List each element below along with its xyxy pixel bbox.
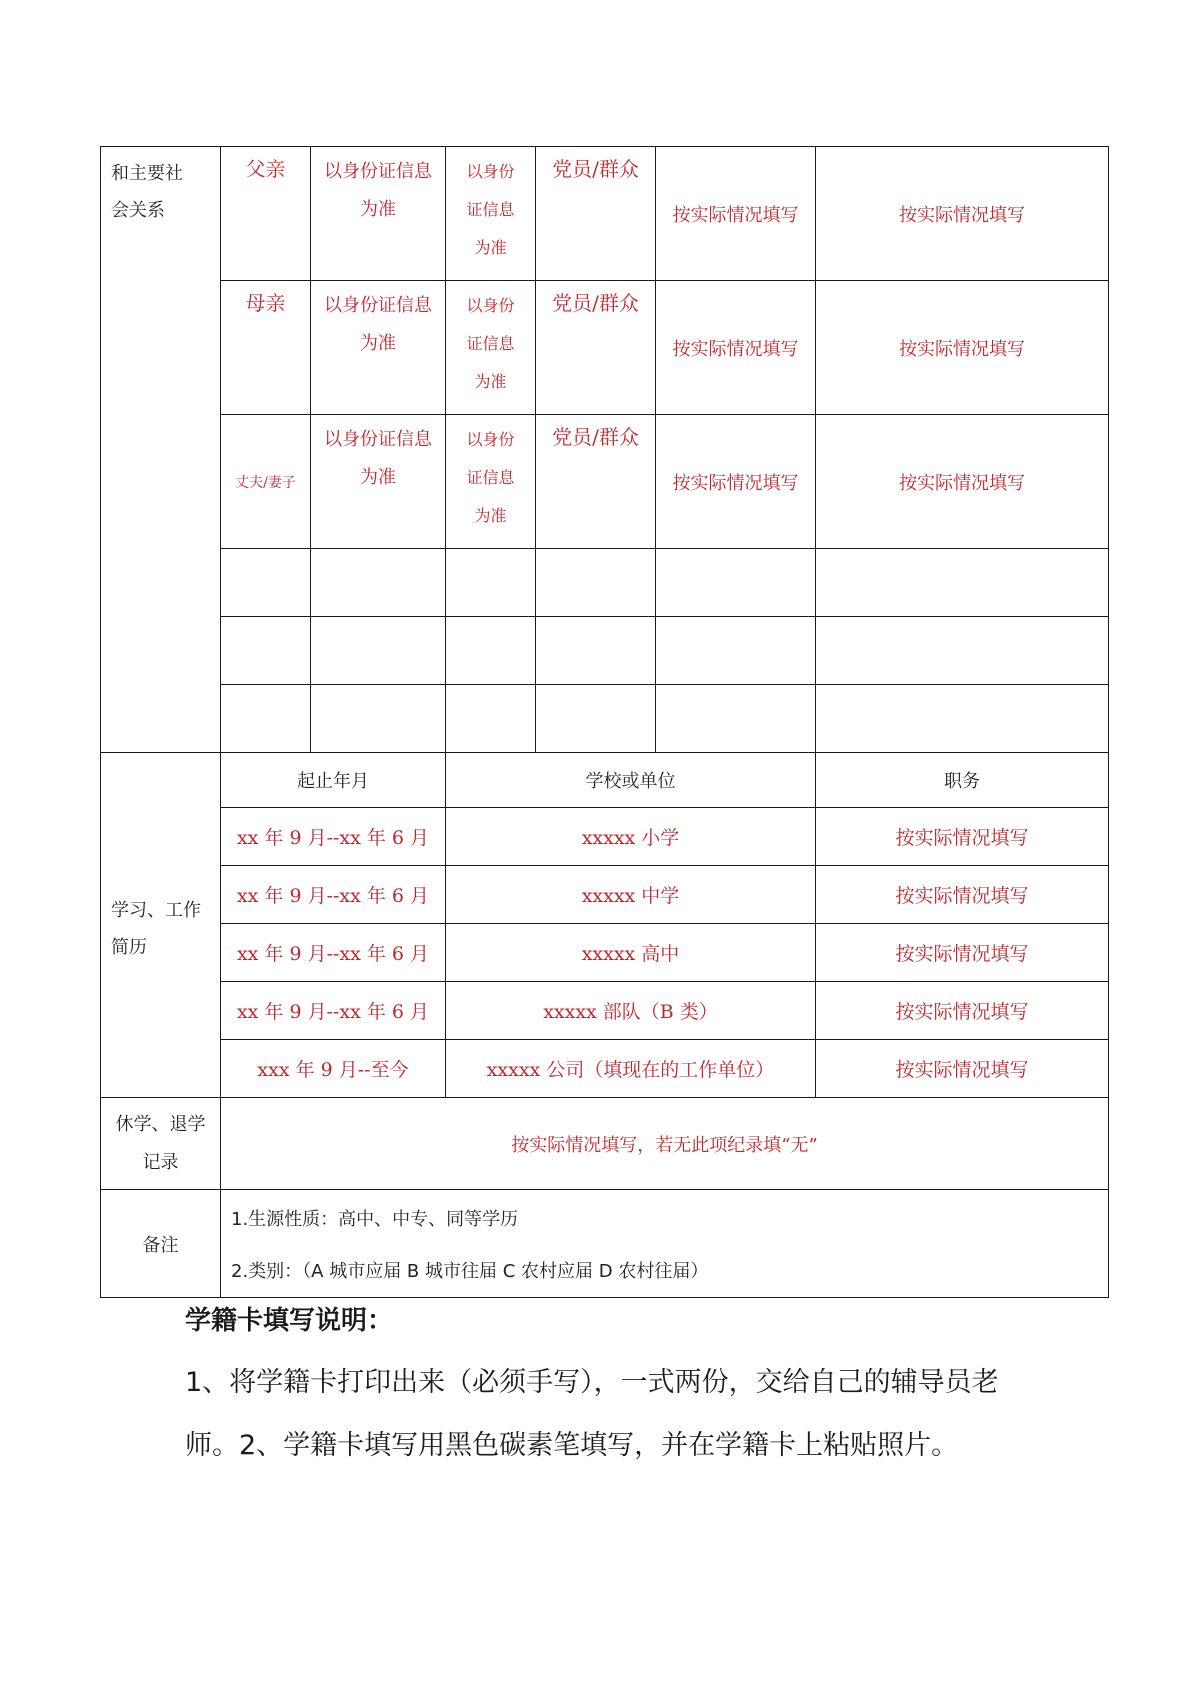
remarks-line-2: 2.类别：（A 城市应届 B 城市往届 C 农村应届 D 农村往届）	[231, 1260, 709, 1282]
workplace-cell: 按实际情况填写	[656, 415, 816, 549]
name-cell: 以身份证信息为准	[311, 415, 446, 549]
empty-cell	[816, 617, 1109, 685]
empty-cell	[446, 617, 536, 685]
instructions-body: 1、将学籍卡打印出来（必须手写），一式两份，交给自己的辅导员老师。2、学籍卡填写用黑色碳素笔填写，并在学籍卡上粘贴照片。	[185, 1367, 999, 1461]
name-cell: 以身份证信息为准	[311, 281, 446, 415]
remarks-content	[221, 1190, 1109, 1298]
political-cell: 党员/群众	[536, 147, 656, 281]
remarks-label: 备注	[101, 1190, 221, 1298]
position-cell: 按实际情况填写	[816, 982, 1109, 1040]
relation-cell: 丈夫/妻子	[221, 415, 311, 549]
relation-row-empty	[101, 617, 1109, 685]
relations-section-label: 和主要社 会关系	[101, 147, 221, 753]
position-cell: 按实际情况填写	[816, 808, 1109, 866]
resume-header-school: 学校或单位	[446, 753, 816, 808]
resume-section-label: 学习、工作 简历	[101, 753, 221, 1098]
resume-row	[101, 924, 1109, 982]
resume-row	[101, 808, 1109, 866]
relation-cell: 母亲	[221, 281, 311, 415]
position-cell: 按实际情况填写	[816, 1040, 1109, 1098]
resume-header-period: 起止年月	[221, 753, 446, 808]
empty-cell	[536, 549, 656, 617]
relation-row-empty	[101, 549, 1109, 617]
empty-cell	[536, 685, 656, 753]
name-cell: 以身份证信息为准	[311, 147, 446, 281]
empty-cell	[536, 617, 656, 685]
birth-cell: 以身份 证信息 为准	[446, 415, 536, 549]
suspension-label: 休学、退学 记录	[101, 1098, 221, 1190]
address-cell: 按实际情况填写	[816, 147, 1109, 281]
empty-cell	[311, 549, 446, 617]
relation-row-empty	[101, 685, 1109, 753]
empty-cell	[816, 549, 1109, 617]
period-cell: xx 年 9 月--xx 年 6 月	[221, 924, 446, 982]
period-cell: xx 年 9 月--xx 年 6 月	[221, 866, 446, 924]
empty-cell	[656, 617, 816, 685]
resume-header-position: 职务	[816, 753, 1109, 808]
position-cell: 按实际情况填写	[816, 866, 1109, 924]
school-cell: xxxxx 公司（填现在的工作单位）	[446, 1040, 816, 1098]
period-cell: xx 年 9 月--xx 年 6 月	[221, 808, 446, 866]
birth-cell: 以身份 证信息 为准	[446, 147, 536, 281]
school-cell: xxxxx 高中	[446, 924, 816, 982]
workplace-cell: 按实际情况填写	[656, 281, 816, 415]
relation-row-mother	[101, 281, 1109, 415]
empty-cell	[816, 685, 1109, 753]
relation-row-spouse	[101, 415, 1109, 549]
workplace-cell: 按实际情况填写	[656, 147, 816, 281]
instructions-title: 学籍卡填写说明：	[185, 1306, 394, 1336]
student-record-table	[100, 146, 1109, 1298]
relation-cell: 父亲	[221, 147, 311, 281]
remarks-line-1: 1.生源性质：高中、中专、同等学历	[231, 1208, 519, 1230]
relation-row-father	[101, 147, 1109, 281]
empty-cell	[446, 549, 536, 617]
political-cell: 党员/群众	[536, 415, 656, 549]
empty-cell	[221, 685, 311, 753]
empty-cell	[656, 685, 816, 753]
empty-cell	[221, 617, 311, 685]
period-cell: xxx 年 9 月--至今	[221, 1040, 446, 1098]
suspension-row	[101, 1098, 1109, 1190]
school-cell: xxxxx 部队（B 类）	[446, 982, 816, 1040]
empty-cell	[311, 685, 446, 753]
resume-row	[101, 982, 1109, 1040]
resume-row	[101, 1040, 1109, 1098]
empty-cell	[656, 549, 816, 617]
period-cell: xx 年 9 月--xx 年 6 月	[221, 982, 446, 1040]
resume-header-row	[101, 753, 1109, 808]
school-cell: xxxxx 中学	[446, 866, 816, 924]
position-cell: 按实际情况填写	[816, 924, 1109, 982]
address-cell: 按实际情况填写	[816, 415, 1109, 549]
empty-cell	[446, 685, 536, 753]
empty-cell	[311, 617, 446, 685]
empty-cell	[221, 549, 311, 617]
school-cell: xxxxx 小学	[446, 808, 816, 866]
address-cell: 按实际情况填写	[816, 281, 1109, 415]
political-cell: 党员/群众	[536, 281, 656, 415]
resume-row	[101, 866, 1109, 924]
birth-cell: 以身份 证信息 为准	[446, 281, 536, 415]
suspension-value: 按实际情况填写，若无此项纪录填“无”	[221, 1098, 1109, 1190]
remarks-row	[101, 1190, 1109, 1298]
instructions-block	[185, 1300, 1045, 1477]
